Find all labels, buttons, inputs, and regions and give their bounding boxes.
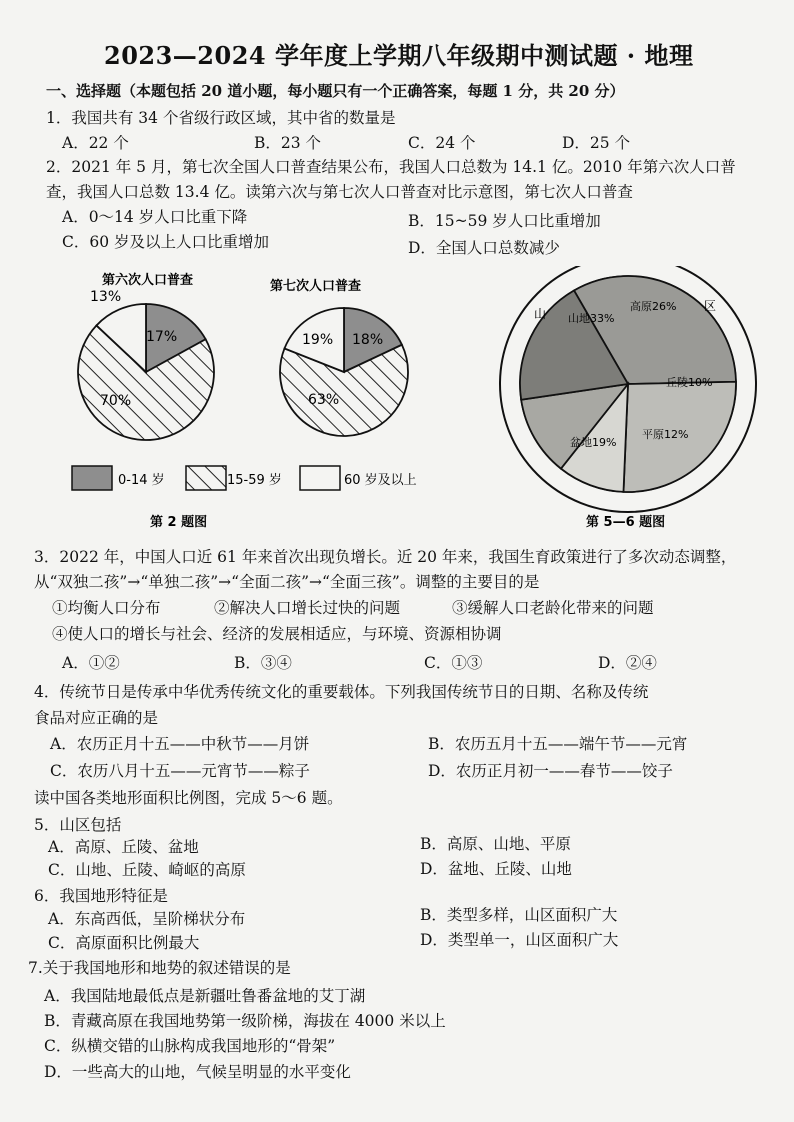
q3-statement-2: ②解决人口增长过快的问题	[214, 599, 401, 617]
legend-swatch-15-59	[186, 466, 226, 490]
q1-option-c[interactable]: C．24 个	[408, 134, 476, 152]
pie1-label-15-59: 70%	[100, 393, 132, 409]
q2-stem-line2: 查，我国人口总数 13.4 亿。读第六次与第七次人口普查对比示意图，第七次人口普查	[46, 183, 633, 201]
q5-option-b[interactable]: B．高原、山地、平原	[420, 835, 571, 853]
q3-option-a[interactable]: A．①②	[62, 654, 120, 672]
q4-option-c[interactable]: C．农历八月十五——元宵节——粽子	[50, 762, 310, 780]
section-heading: 一、选择题（本题包括 20 道小题，每小题只有一个正确答案，每题 1 分，共 20 分）	[46, 82, 625, 100]
pie2-title: 第七次人口普查	[270, 279, 362, 294]
label-plain: 平原12%	[642, 428, 689, 441]
mountain-area-char-2: 区	[704, 299, 717, 313]
legend-label-0-14: 0-14 岁	[118, 473, 165, 488]
landform-area-figure	[498, 266, 782, 530]
q6-option-d[interactable]: D．类型单一，山区面积广大	[420, 931, 619, 949]
pie2-label-0-14: 18%	[352, 332, 384, 348]
page-title: 2023—2024 学年度上学期八年级期中测试题 · 地理	[104, 41, 694, 70]
q7-option-d[interactable]: D．一些高大的山地，气候呈明显的水平变化	[44, 1063, 351, 1081]
q4-option-d[interactable]: D．农历正月初一——春节——饺子	[428, 762, 673, 780]
pie-sixth-census	[78, 304, 214, 440]
q3-statement-3: ③缓解人口老龄化带来的问题	[452, 599, 654, 617]
q4-stem-line2: 食品对应正确的是	[34, 709, 159, 727]
q2-option-b[interactable]: B．15~59 岁人口比重增加	[408, 212, 601, 230]
q4-stem-line1: 4．传统节日是传承中华优秀传统文化的重要载体。下列我国传统节日的日期、名称及传统	[34, 683, 649, 701]
q5-option-d[interactable]: D．盆地、丘陵、山地	[420, 860, 572, 878]
q3-option-c[interactable]: C．①③	[424, 654, 483, 672]
q3-option-d[interactable]: D．②④	[598, 654, 657, 672]
q2-option-d[interactable]: D．全国人口总数减少	[408, 239, 560, 257]
q1-stem: 1．我国共有 34 个省级行政区域，其中省的数量是	[46, 109, 396, 127]
q3-statement-1: ①均衡人口分布	[52, 599, 161, 617]
legend-swatch-0-14	[72, 466, 112, 490]
label-hills: 丘陵10%	[666, 376, 713, 389]
q3-statement-4: ④使人口的增长与社会、经济的发展相适应，与环境、资源相协调	[52, 625, 502, 643]
q2-stem-line1: 2．2021 年 5 月，第七次全国人口普查结果公布，我国人口总数为 14.1 亿。2010 年第六次人口普	[46, 158, 736, 176]
read-instruction-5-6: 读中国各类地形面积比例图，完成 5～6 题。	[34, 789, 343, 807]
fig2-caption: 第 2 题图	[150, 515, 208, 530]
q7-option-c[interactable]: C．纵横交错的山脉构成我国地形的“骨架”	[44, 1037, 336, 1055]
pie1-label-60plus: 13%	[90, 289, 122, 305]
pie1-title: 第六次人口普查	[102, 273, 194, 288]
q7-option-b[interactable]: B．青藏高原在我国地势第一级阶梯，海拔在 4000 米以上	[44, 1012, 446, 1030]
pie-seventh-census	[280, 308, 408, 436]
q1-option-b[interactable]: B．23 个	[254, 134, 322, 152]
q7-stem: 7.关于我国地形和地势的叙述错误的是	[28, 959, 291, 977]
q2-option-a[interactable]: A．0～14 岁人口比重下降	[62, 208, 248, 226]
q5-option-a[interactable]: A．高原、丘陵、盆地	[48, 838, 199, 856]
q6-option-a[interactable]: A．东高西低，呈阶梯状分布	[48, 910, 246, 928]
fig5-caption: 第 5—6 题图	[586, 515, 666, 530]
q7-option-a[interactable]: A．我国陆地最低点是新疆吐鲁番盆地的艾丁湖	[44, 987, 366, 1005]
q2-option-c[interactable]: C．60 岁及以上人口比重增加	[62, 233, 270, 251]
q3-stem-line1: 3．2022 年，中国人口近 61 年来首次出现负增长。近 20 年来，我国生育政策进行了多次动态调整，	[34, 548, 737, 566]
legend-label-60plus: 60 岁及以上	[344, 473, 417, 488]
pie2-label-15-59: 63%	[308, 392, 340, 408]
q1-option-a[interactable]: A．22 个	[62, 134, 129, 152]
q6-stem: 6．我国地形特征是	[34, 887, 168, 905]
pie2-label-60plus: 19%	[302, 332, 334, 348]
label-basin: 盆地19%	[570, 436, 617, 449]
pie1-label-0-14: 17%	[146, 329, 178, 345]
label-mountain: 山地33%	[568, 312, 615, 325]
q3-stem-line2: 从“双独二孩”→“单独二孩”→“全面二孩”→“全面三孩”。调整的主要目的是	[34, 573, 540, 591]
population-census-figure	[40, 268, 440, 530]
legend-label-15-59: 15-59 岁	[227, 473, 282, 488]
q3-option-b[interactable]: B．③④	[234, 654, 292, 672]
q6-option-b[interactable]: B．类型多样，山区面积广大	[420, 906, 618, 924]
label-plateau: 高原26%	[630, 300, 677, 313]
mountain-area-char-1: 山	[534, 307, 547, 321]
q1-option-d[interactable]: D．25 个	[562, 134, 631, 152]
q4-option-a[interactable]: A．农历正月十五——中秋节——月饼	[50, 735, 310, 753]
legend-swatch-60plus	[300, 466, 340, 490]
q5-option-c[interactable]: C．山地、丘陵、崎岖的高原	[48, 861, 246, 879]
q6-option-c[interactable]: C．高原面积比例最大	[48, 934, 200, 952]
q5-stem: 5．山区包括	[34, 816, 122, 834]
q4-option-b[interactable]: B．农历五月十五——端午节——元宵	[428, 735, 688, 753]
